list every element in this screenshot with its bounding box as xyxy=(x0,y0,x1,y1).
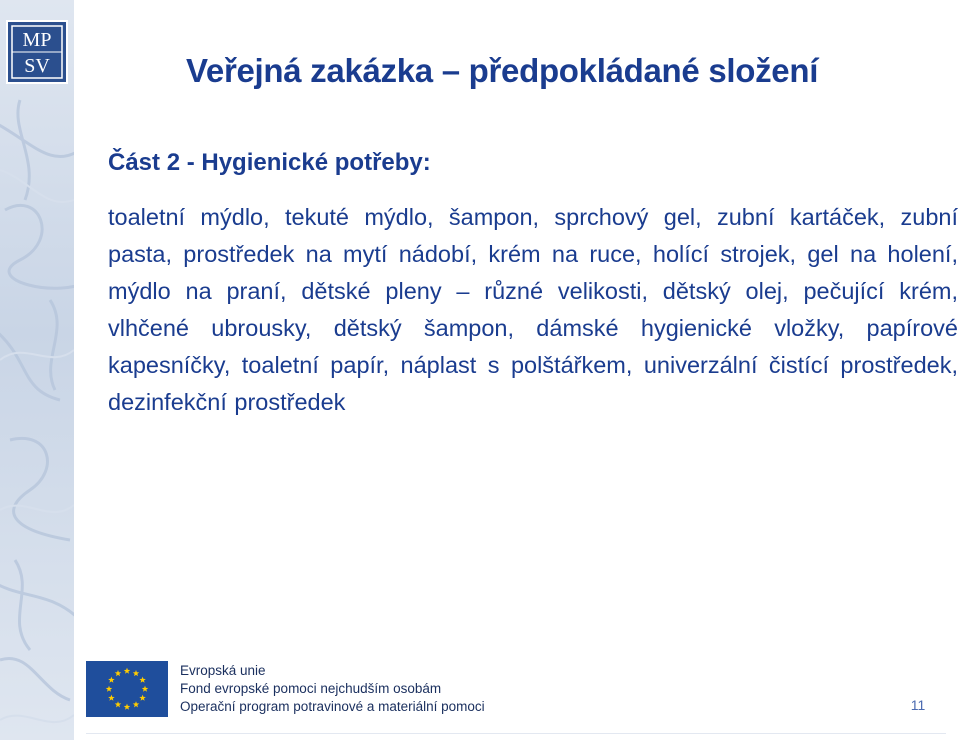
footer-line-eu: Evropská unie xyxy=(180,663,266,678)
eu-star-icon xyxy=(108,695,114,701)
eu-star-icon xyxy=(139,695,145,701)
footer-line-program: Operační program potravinové a materiální pomoci xyxy=(180,699,485,714)
eu-star-icon xyxy=(115,670,121,676)
mpsv-logo xyxy=(6,20,68,84)
side-pattern-graphic xyxy=(0,0,74,740)
eu-star-icon xyxy=(139,677,145,683)
slide-title: Veřejná zakázka – předpokládané složení xyxy=(186,52,819,89)
eu-star-icon xyxy=(142,686,148,692)
eu-star-icon xyxy=(124,668,130,674)
eu-star-icon xyxy=(133,670,139,676)
item-list-paragraph: toaletní mýdlo, tekuté mýdlo, šampon, sprchový gel, zubní kartáček, zubní pasta, prostředek na mytí nádobí, krém na ruce, holící strojek, gel na holení, mýdlo na praní, dětské pleny – různé velikosti, dětský olej, pečující krém, vlhčené ubrousky, dětský šampon, dámské hygienické vložky, papírové kapesníčky, toaletní papír, náplast s polštářkem, univerzální čistící prostředek, dezinfekční prostředek xyxy=(108,204,958,415)
section-heading: Část 2 - Hygienické potřeby: xyxy=(108,149,431,176)
logo-graphic xyxy=(8,22,66,82)
footer-text-block xyxy=(180,662,485,716)
eu-stars-graphic xyxy=(86,661,168,717)
page-number: 11 xyxy=(910,697,926,713)
footer xyxy=(0,655,960,740)
logo-text-top: MP xyxy=(22,29,52,51)
eu-star-icon xyxy=(106,686,112,692)
eu-star-icon xyxy=(115,701,121,707)
footer-line-fund: Fond evropské pomoci nejchudším osobám xyxy=(180,681,442,696)
eu-flag-icon xyxy=(86,661,168,717)
logo-text-bottom: SV xyxy=(24,55,50,77)
side-decoration-band xyxy=(0,0,74,740)
eu-star-icon xyxy=(108,677,114,683)
eu-star-icon xyxy=(133,701,139,707)
footer-divider xyxy=(86,733,946,734)
eu-star-icon xyxy=(124,704,130,710)
